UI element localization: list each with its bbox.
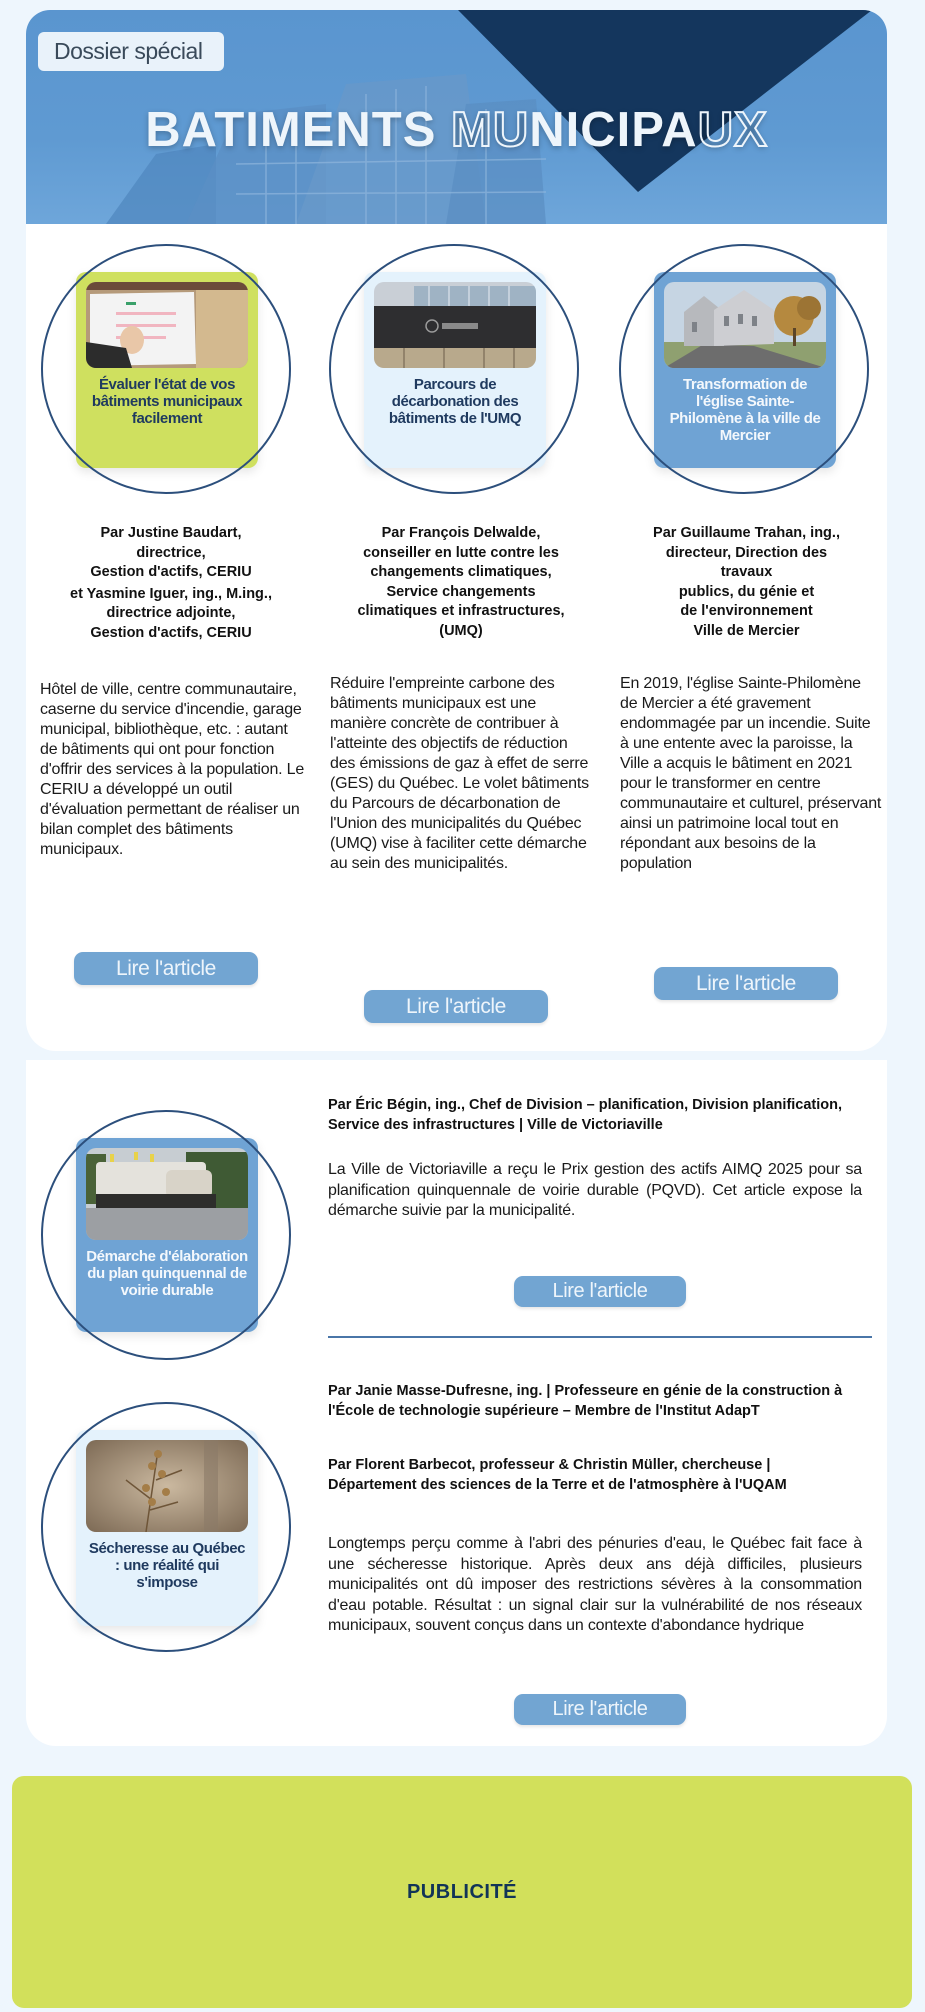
article-thumbnail[interactable] — [38, 224, 294, 480]
thumbnail-caption: Parcours de décarbonation des bâtiments de l'UMQ — [388, 376, 522, 427]
thumbnail-caption: Évaluer l'état de vos bâtiments municipaux facilement — [91, 376, 243, 427]
hero-title: BATIMENTS MUNICIPAUX — [145, 103, 768, 157]
article-summary: Réduire l'empreinte carbone des bâtiments municipaux est une manière concrète de contribuer à l'atteinte des objectifs de réduction des émissions de gaz à effet de serre (GES) du Québec. Le volet bâtiments du Parcours de décarbonation de l'Union des municipalités du Québec (UMQ) vise à faciliter cette démarche au sein des municipalités. — [330, 675, 589, 872]
article-byline: Par François Delwalde, conseiller en lutte contre les changements climatiques, Service changements climatiques et infrastructures, (UMQ) — [357, 525, 565, 639]
article-summary: Longtemps perçu comme à l'abri des pénuries d'eau, le Québec fait face à une sécheresse historique. Après deux ans déjà difficiles, plusieurs municipalités ont dû imposer des restrictions sévères à la consommation d'eau potable. Résultat : un signal clair sur la vulnérabilité de nos réseaux municipaux, souvent conçus dans un contexte d'abondance hydrique — [328, 1535, 862, 1634]
article-byline: Par Florent Barbecot, professeur & Christin Müller, chercheuse | Département des sciences de la Terre et de l'atmosphère à l'UQAM — [328, 1457, 787, 1493]
tablet-writing-image — [86, 282, 248, 368]
article-summary: La Ville de Victoriaville a reçu le Prix gestion des actifs AIMQ 2025 pour sa planification quinquennale de voirie durable (PQVD). Cet article expose la démarche suivie par la municipalité. — [328, 1161, 862, 1219]
article-thumbnail[interactable] — [326, 224, 582, 480]
article-summary: Hôtel de ville, centre communautaire, caserne du service d'incendie, garage municipal, bibliothèque, etc. : autant de bâtiments qui ont pour fonction d'offrir des services à la population. Le CERIU a développé un outil d'évaluation permettant de réaliser un bilan complet des bâtiments municipaux. — [40, 681, 305, 858]
article-byline: Par Janie Masse-Dufresne, ing. | Professeure en génie de la construction à l'École de technologie supérieure – Membre de l'Institut AdapT — [328, 1383, 843, 1419]
featured-articles-card — [26, 224, 887, 1051]
read-article-button[interactable]: Lire l'article — [514, 1276, 686, 1307]
read-article-button[interactable]: Lire l'article — [74, 952, 258, 985]
dry-plant-image — [86, 1440, 248, 1532]
article-byline: Par Guillaume Trahan, ing., directeur, Direction des travaux publics, du génie et de l'environnement Ville de Mercier — [653, 525, 840, 639]
article-byline: Par Éric Bégin, ing., Chef de Division – planification, Division planification, Service des infrastructures | Ville de Victoriaville — [328, 1097, 843, 1133]
thumbnail-caption: Démarche d'élaboration du plan quinquennal de voirie durable — [86, 1248, 248, 1299]
article-thumbnail[interactable] — [616, 224, 872, 480]
thumbnail-caption: Sécheresse au Québec : une réalité qui s'impose — [88, 1540, 246, 1591]
hero-banner — [26, 10, 887, 224]
section-divider — [328, 1336, 872, 1338]
aquatic-center-image — [374, 282, 536, 368]
dossier-tag: Dossier spécial — [38, 32, 224, 71]
church-rendering-image — [664, 282, 826, 368]
ad-label: PUBLICITÉ — [406, 1880, 518, 1903]
article-thumbnail[interactable] — [38, 1090, 294, 1346]
advertisement-banner[interactable] — [12, 1776, 912, 2008]
paving-machine-image — [86, 1148, 248, 1240]
articles-list-card — [26, 1060, 887, 1746]
thumbnail-caption: Transformation de l'église Sainte-Philomène à la ville de Mercier — [669, 376, 821, 444]
article-byline: Par Justine Baudart, directrice, Gestion d'actifs, CERIU et Yasmine Iguer, ing., M.ing., directrice adjointe, Gestion d'actifs, CERIU — [70, 525, 272, 641]
read-article-button[interactable]: Lire l'article — [514, 1694, 686, 1725]
read-article-button[interactable]: Lire l'article — [364, 990, 548, 1023]
article-summary: En 2019, l'église Sainte-Philomène de Mercier a été gravement endommagée par un incendie. Suite à une entente avec la paroisse, la Ville a acquis le bâtiment en 2021 pour le transformer en centre communautaire et culturel, préservant ainsi un patrimoine local tout en répondant aux besoins de la population — [620, 675, 882, 872]
read-article-button[interactable]: Lire l'article — [654, 967, 838, 1000]
article-thumbnail[interactable] — [38, 1382, 294, 1638]
